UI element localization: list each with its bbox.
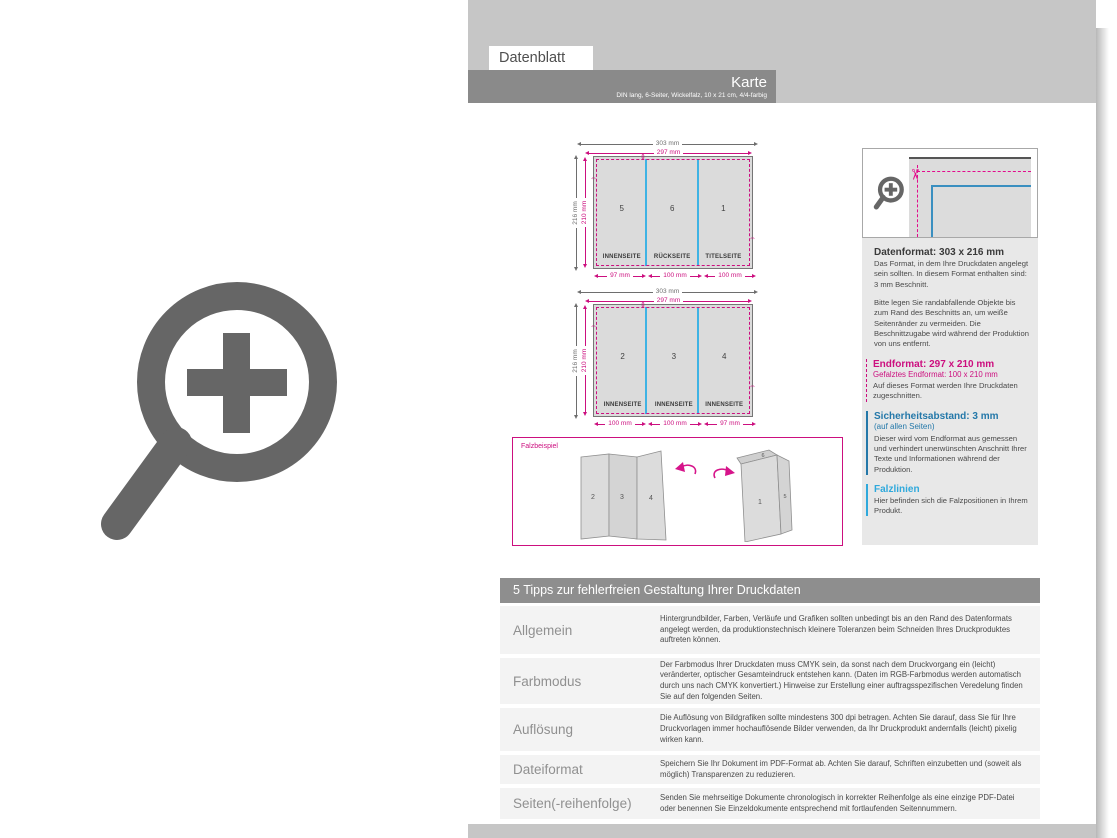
- safety-margin-text: Dieser wird vom Endformat aus gemessen und verhindert unerwünschten Anschnitt Ihrer Texte und Informationen während der Produktion.: [874, 433, 1027, 474]
- dim-panel-width: 100 mm: [704, 272, 756, 280]
- datenformat-text-2: Bitte legen Sie randabfallende Objekte bis zum Rand des Beschnitts an, um weiße Seitenränder zu vermeiden. Die Beschnittzugabe wird während der Produktion von uns entfernt.: [874, 297, 1029, 349]
- dim-panel-width: 100 mm: [648, 420, 702, 428]
- table-row-seitenreihenfolge: [500, 788, 1040, 819]
- page-subtitle: DIN lang, 6-Seiter, Wickelfalz, 10 x 21 cm, 4/4-farbig: [616, 92, 767, 99]
- table-row-dateiformat: [500, 755, 1040, 784]
- svg-text:2: 2: [591, 494, 595, 501]
- dim-inner-height-top: 210 mm: [581, 157, 589, 268]
- row-text: Senden Sie mehrseitige Dokumente chronologisch in korrekter Reihenfolge als eine einzige PDF-Datei oder benennen Sie Einzeldokumente entsprechend mit fortlaufenden Seitennummern.: [660, 792, 1015, 813]
- svg-text:3: 3: [620, 494, 624, 501]
- bleed-marker-icon: ⇕: [640, 154, 646, 161]
- dim-panel-width: 100 mm: [594, 420, 646, 428]
- dim-outer-height-bottom: 216 mm: [572, 303, 580, 419]
- panel-2: 2 INNENSEITE: [603, 352, 642, 408]
- svg-text:5: 5: [783, 494, 787, 500]
- row-text: Hintergrundbilder, Farben, Verläufe und Grafiken sollten unbedingt bis an den Rand des Datenformats angelegt werden, da produktionstechnisch kleinere Toleranzen beim Schneiden Ihres Druckproduktes auftreten können.: [660, 613, 1012, 645]
- dim-panel-width: 97 mm: [594, 272, 646, 280]
- panel-1: 1 TITELSEITE: [705, 204, 742, 260]
- panel-5: 5 INNENSEITE: [602, 204, 641, 260]
- svg-text:1: 1: [758, 499, 762, 506]
- bleed-marker-icon: ⇔: [590, 323, 597, 330]
- bleed-marker-icon: ⇕: [640, 302, 646, 309]
- page-title: Karte: [731, 74, 767, 91]
- row-label: Allgemein: [513, 622, 573, 638]
- tips-table-header: 5 Tipps zur fehlerfreien Gestaltung Ihrer Druckdaten: [500, 578, 1040, 603]
- dim-outer-height-top: 216 mm: [572, 155, 580, 271]
- panel-6: 6 RÜCKSEITE: [653, 204, 691, 260]
- svg-text:4: 4: [649, 495, 653, 502]
- safety-margin-section: [866, 411, 1030, 475]
- fold-lines-title: Falzlinien: [874, 483, 920, 495]
- fold-illustration-open: [571, 448, 703, 542]
- dim-outer-width-top: 303 mm: [577, 140, 758, 148]
- fold-illustration-closed: [705, 448, 815, 542]
- page-shadow: [1096, 28, 1109, 838]
- row-label: Dateiformat: [513, 762, 583, 777]
- endformat-line-v: [931, 185, 933, 237]
- magnifier-icon: [873, 175, 907, 212]
- row-label: Farbmodus: [513, 673, 582, 689]
- table-row-aufloesung: [500, 708, 1040, 751]
- bleed-marker-icon: ⇔: [749, 235, 756, 242]
- datenblatt-tab: Datenblatt: [489, 46, 593, 70]
- footer-band: [468, 824, 1096, 838]
- svg-text:6: 6: [761, 453, 765, 459]
- safety-margin-subtitle: (auf allen Seiten): [874, 421, 935, 431]
- endformat-text: Auf dieses Format werden Ihre Druckdaten zugeschnitten.: [873, 381, 1018, 401]
- table-row-farbmodus: [500, 658, 1040, 704]
- corner-detail-sheet: [905, 157, 1031, 237]
- datenformat-title: Datenformat: 303 x 216 mm: [874, 247, 1005, 258]
- title-band: [468, 70, 776, 103]
- dim-inner-height-bottom: 210 mm: [581, 305, 589, 416]
- layout-diagram-bottom: [590, 302, 756, 417]
- fold-lines-text: Hier befinden sich die Falzpositionen in Ihrem Produkt.: [874, 495, 1028, 516]
- row-text: Speichern Sie Ihr Dokument im PDF-Format ab. Achten Sie darauf, Schriften einzubetten und (soweit als möglich) Transparenzen zu reduzieren.: [660, 758, 1022, 779]
- datenformat-text-1: Das Format, in dem Ihre Druckdaten angelegt sein sollten. In diesem Format enthalten sind: 3 mm Beschnitt.: [874, 259, 1029, 289]
- table-row-allgemein: [500, 606, 1040, 654]
- scissors-icon: ✂: [905, 168, 923, 181]
- fold-example-label: Falzbeispiel: [521, 443, 558, 450]
- row-label: Auflösung: [513, 722, 574, 737]
- row-text: Der Farbmodus Ihrer Druckdaten muss CMYK sein, da sonst nach dem Druckvorgang ein (leicht) veränderter, optischer Gesamteindruck entstehen kann. (Daten im RGB-Farbmodus werden automatisch durch uns nach CMYK konvertiert.) Hinweise zur Erstellung einer auftragsspezifischen Veredelung finden Sie auf den folgenden Seiten.: [660, 659, 1023, 701]
- dim-inner-width-bottom: 297 mm: [585, 297, 752, 305]
- endformat-title: Endformat: 297 x 210 mm: [873, 358, 995, 370]
- bleed-marker-icon: ⇔: [590, 175, 597, 182]
- row-label: Seiten(-reihenfolge): [513, 796, 632, 811]
- dim-panel-width: 97 mm: [704, 420, 756, 428]
- endformat-subtitle: Gefalztes Endformat: 100 x 210 mm: [873, 369, 998, 379]
- fold-lines-section: [866, 484, 1030, 517]
- panel-4: 4 INNENSEITE: [705, 352, 744, 408]
- dim-panel-width: 100 mm: [648, 272, 702, 280]
- layout-diagram-top: [590, 154, 756, 269]
- endformat-line-h: [931, 185, 1031, 187]
- dim-inner-width-top: 297 mm: [585, 149, 752, 157]
- corner-detail-box: [862, 148, 1038, 238]
- safety-margin-title: Sicherheitsabstand: 3 mm: [874, 410, 999, 422]
- panel-3: 3 INNENSEITE: [654, 352, 693, 408]
- zoom-in-icon[interactable]: [95, 268, 365, 558]
- endformat-section: [866, 359, 1030, 402]
- row-text: Die Auflösung von Bildgrafiken sollte mindestens 300 dpi betragen. Achten Sie darauf, dass Sie für Ihre Druckvorlagen immer hochauflösende Bilder verwenden, da Ihr Druckprodukt andernfalls (leicht) pixelig wirken kann.: [660, 713, 1017, 744]
- format-info-panel: [862, 238, 1038, 545]
- bleed-line-h: [917, 171, 1031, 172]
- bleed-marker-icon: ⇔: [749, 383, 756, 390]
- dim-outer-width-bottom: 303 mm: [577, 288, 758, 296]
- fold-example-box: [512, 437, 843, 546]
